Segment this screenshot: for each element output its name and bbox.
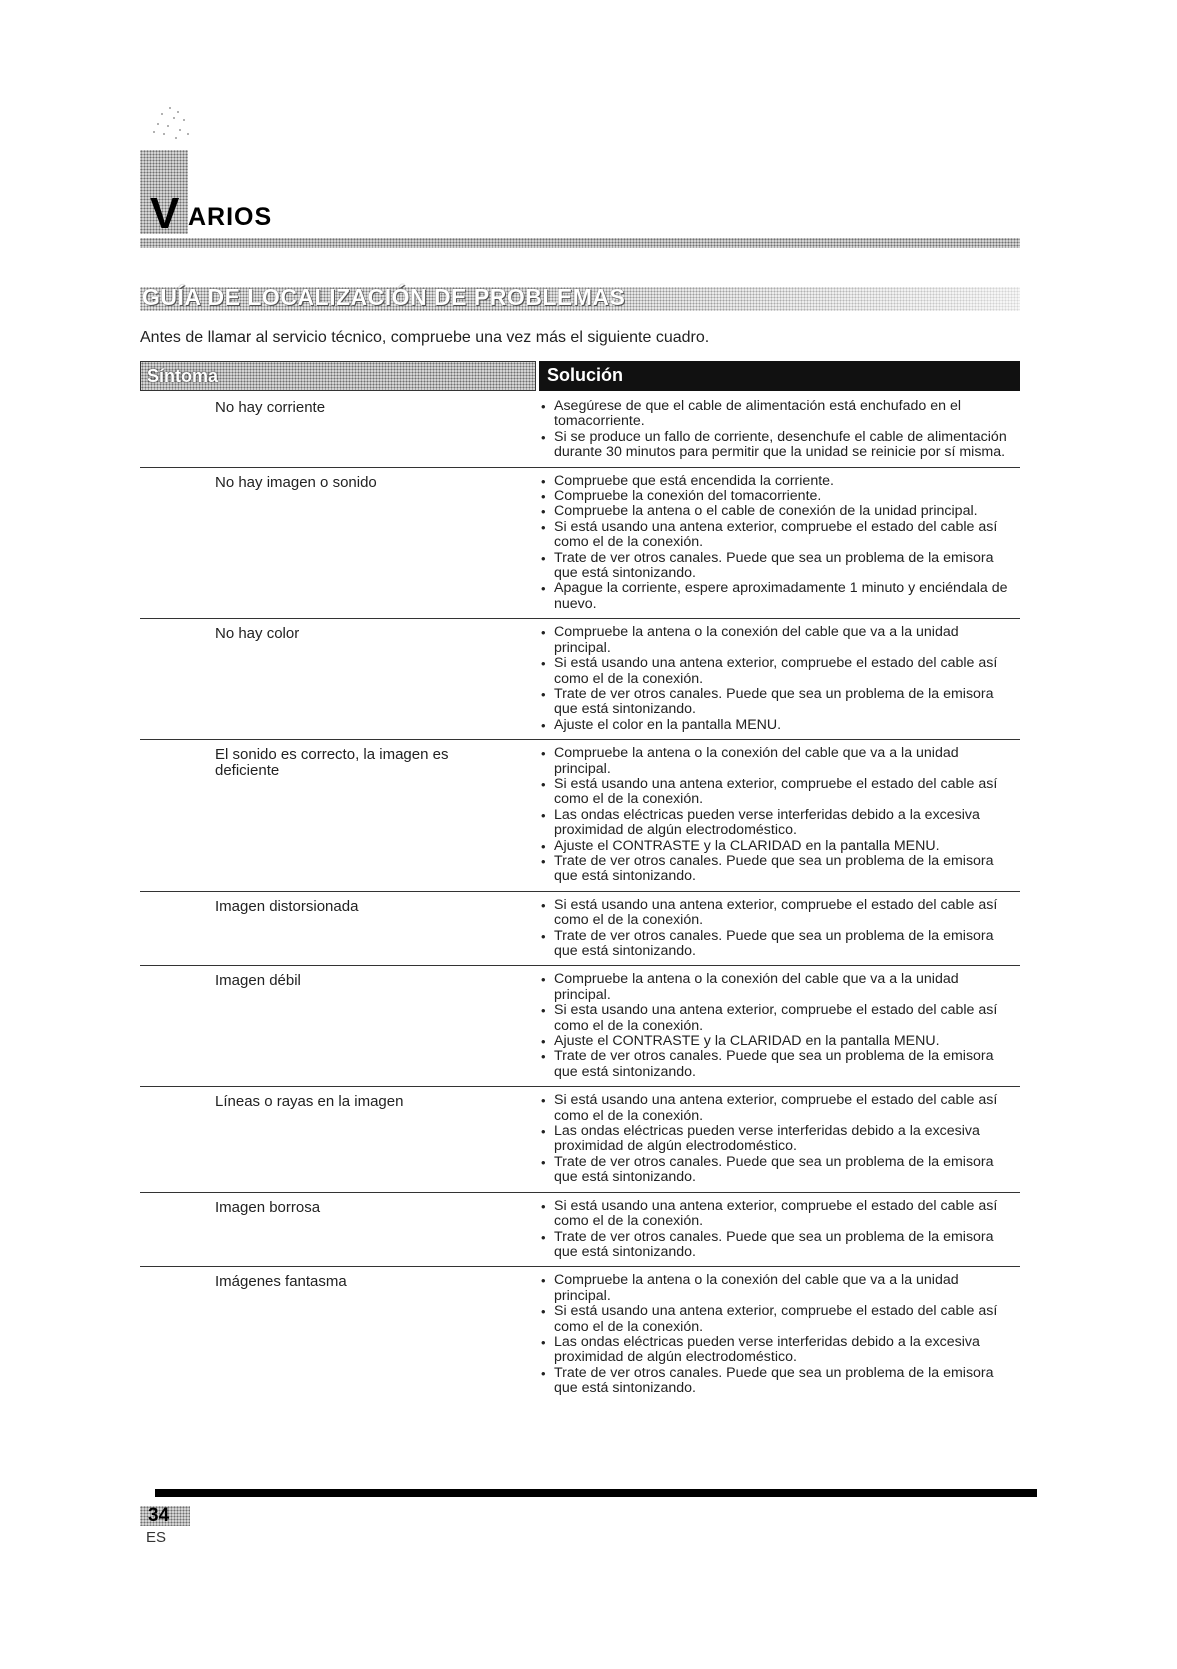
solution-item: • Las ondas eléctricas pueden verse interferidas debido a la excesiva proximidad de algún electrodoméstico.: [540, 1335, 1016, 1366]
table-header-symptom-label: Síntoma: [147, 366, 219, 386]
page-number: 34: [148, 1505, 170, 1526]
solution-list: [540, 625, 1020, 733]
symptom-cell: No hay imagen o sonido: [215, 473, 377, 491]
language-code: ES: [146, 1529, 167, 1546]
solution-list: [540, 1273, 1020, 1396]
table-row: [140, 1193, 1020, 1268]
solution-item: • Trate de ver otros canales. Puede que sea un problema de la emisora que está sintonizando.: [540, 1230, 1016, 1261]
solution-item: • Apague la corriente, espere aproximadamente 1 minuto y enciéndala de nuevo.: [540, 581, 1016, 612]
solution-item: • Si está usando una antena exterior, compruebe el estado del cable así como el de la conexión.: [540, 520, 1016, 551]
solution-item: • Trate de ver otros canales. Puede que sea un problema de la emisora que está sintonizando.: [540, 929, 1016, 960]
table-row: [140, 1267, 1020, 1402]
solution-item: • Si está usando una antena exterior, compruebe el estado del cable así como el de la conexión.: [540, 777, 1016, 808]
solution-item: • Trate de ver otros canales. Puede que sea un problema de la emisora que está sintonizando.: [540, 1366, 1016, 1397]
solution-item: • Ajuste el CONTRASTE y la CLARIDAD en la pantalla MENU.: [540, 1034, 1016, 1049]
solution-item: • Compruebe la conexión del tomacorriente.: [540, 489, 1016, 504]
subsection-title: GUÍA DE LOCALIZACIÓN DE PROBLEMAS: [142, 284, 626, 310]
page-number-block: [140, 1506, 190, 1526]
solution-list: [540, 1199, 1020, 1261]
symptom-cell: Líneas o rayas en la imagen: [215, 1093, 404, 1111]
solution-item: • Si está usando una antena exterior, compruebe el estado del cable así como el de la conexión.: [540, 656, 1016, 687]
solution-item: • Trate de ver otros canales. Puede que sea un problema de la emisora que está sintonizando.: [540, 687, 1016, 718]
solution-list: [540, 972, 1020, 1080]
solution-item: • Ajuste el color en la pantalla MENU.: [540, 718, 1016, 733]
solution-item: • Si se produce un fallo de corriente, desenchufe el cable de alimentación durante 30 minutos para permitir que la unidad se reinicie por sí misma.: [540, 430, 1016, 461]
table-row: [140, 740, 1020, 892]
solution-item: • Si está usando una antena exterior, compruebe el estado del cable así como el de la conexión.: [540, 1304, 1016, 1335]
symptom-cell: No hay color: [215, 625, 300, 643]
section-title: ARIOS: [188, 203, 273, 231]
table-row: [140, 619, 1020, 740]
symptom-cell: El sonido es correcto, la imagen es deficiente: [215, 746, 449, 780]
solution-item: • Trate de ver otros canales. Puede que sea un problema de la emisora que está sintonizando.: [540, 551, 1016, 582]
intro-text: Antes de llamar al servicio técnico, compruebe una vez más el siguiente cuadro.: [140, 329, 710, 346]
solution-item: • Compruebe que está encendida la corriente.: [540, 474, 1016, 489]
solution-list: [540, 1093, 1020, 1185]
section-initial-letter: V: [150, 189, 180, 238]
table-header-solution: [539, 361, 1020, 391]
solution-item: • Trate de ver otros canales. Puede que sea un problema de la emisora que está sintonizando.: [540, 854, 1016, 885]
solution-item: • Las ondas eléctricas pueden verse interferidas debido a la excesiva proximidad de algún electrodoméstico.: [540, 1124, 1016, 1155]
solution-item: • Ajuste el CONTRASTE y la CLARIDAD en la pantalla MENU.: [540, 839, 1016, 854]
table-row: [140, 966, 1020, 1087]
table-row: [140, 468, 1020, 620]
solution-item: • Las ondas eléctricas pueden verse interferidas debido a la excesiva proximidad de algún electrodoméstico.: [540, 808, 1016, 839]
solution-item: • Compruebe la antena o la conexión del cable que va a la unidad principal.: [540, 746, 1016, 777]
solution-item: • Trate de ver otros canales. Puede que sea un problema de la emisora que está sintonizando.: [540, 1155, 1016, 1186]
solution-item: • Compruebe la antena o la conexión del cable que va a la unidad principal.: [540, 1273, 1016, 1304]
solution-item: • Si está usando una antena exterior, compruebe el estado del cable así como el de la conexión.: [540, 1093, 1016, 1124]
symptom-cell: Imagen borrosa: [215, 1198, 321, 1216]
symptom-cell: Imágenes fantasma: [215, 1273, 347, 1291]
solution-list: [540, 898, 1020, 960]
table-header-solution-label: Solución: [547, 365, 623, 385]
table-row: [140, 892, 1020, 967]
sparkle-decoration-icon: [148, 104, 196, 144]
solution-list: [540, 399, 1020, 461]
table-row: [140, 1087, 1020, 1192]
solution-item: • Asegúrese de que el cable de alimentación está enchufado en el tomacorriente.: [540, 399, 1016, 430]
troubleshooting-table: [140, 393, 1020, 1403]
table-row: [140, 393, 1020, 468]
solution-item: • Compruebe la antena o la conexión del cable que va a la unidad principal.: [540, 972, 1016, 1003]
section-title-bar: [140, 238, 1020, 248]
solution-item: • Compruebe la antena o el cable de conexión de la unidad principal.: [540, 504, 1016, 519]
table-header-symptom: [140, 361, 536, 391]
symptom-cell: Imagen distorsionada: [215, 897, 359, 915]
solution-item: • Si está usando una antena exterior, compruebe el estado del cable así como el de la conexión.: [540, 1199, 1016, 1230]
solution-item: • Compruebe la antena o la conexión del cable que va a la unidad principal.: [540, 625, 1016, 656]
solution-list: [540, 474, 1020, 613]
symptom-cell: Imagen débil: [215, 972, 301, 990]
solution-item: • Trate de ver otros canales. Puede que sea un problema de la emisora que está sintonizando.: [540, 1049, 1016, 1080]
bottom-rule: [155, 1489, 1037, 1497]
solution-list: [540, 746, 1020, 885]
solution-item: • Si está usando una antena exterior, compruebe el estado del cable así como el de la conexión.: [540, 898, 1016, 929]
symptom-cell: No hay corriente: [215, 399, 326, 416]
solution-item: • Si esta usando una antena exterior, compruebe el estado del cable así como el de la conexión.: [540, 1003, 1016, 1034]
